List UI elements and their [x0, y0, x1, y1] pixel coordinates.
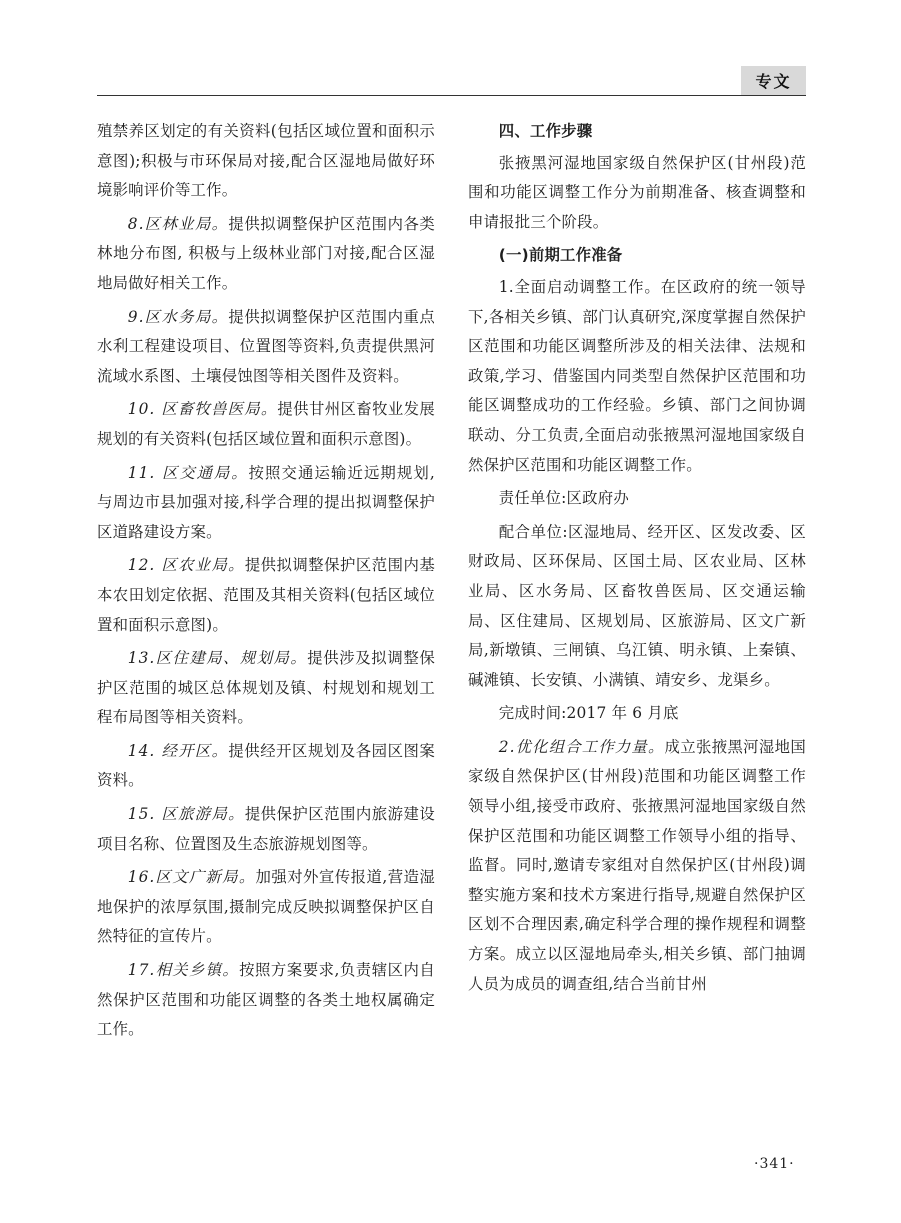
item-lead: 2.优化组合工作力量。 — [498, 737, 665, 756]
paragraph-item-2 — [468, 733, 806, 999]
paragraph-item-8 — [97, 210, 435, 299]
item-lead: 12. 区农业局。 — [127, 556, 245, 575]
item-text: 提供涉及拟调整保护区范围的城区总体规划及镇、村规划和规划工程布局图等相关资料。 — [97, 649, 435, 727]
item-text: 提供保护区范围内旅游建设项目名称、位置图及生态旅游规划图等。 — [97, 805, 435, 853]
item-lead: 14. 经开区。 — [127, 741, 229, 760]
item-text: 提供拟调整保护区范围内各类林地分布图, 积极与上级林业部门对接,配合区湿地局做好相关工作。 — [97, 214, 436, 292]
paragraph-item-9 — [97, 303, 435, 392]
section-tab: 专文 — [741, 66, 806, 95]
paragraph-item-10 — [97, 395, 435, 454]
paragraph-item-17 — [97, 956, 435, 1045]
item-lead: 11. 区交通局。 — [127, 463, 249, 482]
item-lead: 8.区林业局。 — [127, 214, 229, 233]
item-text: 提供拟调整保护区范围内基本农田划定依据、范围及其相关资料(包括区域位置和面积示意图)。 — [97, 556, 435, 634]
paragraph-item-15 — [97, 800, 435, 859]
header-rule — [97, 95, 806, 96]
item-lead: 13.区住建局、规划局。 — [127, 649, 308, 668]
right-column — [468, 117, 806, 1003]
item-lead: 9.区水务局。 — [127, 307, 229, 326]
paragraph-item-11 — [97, 459, 435, 548]
page-number: ·341· — [754, 1156, 795, 1172]
paragraph-item-12 — [97, 551, 435, 640]
responsible-unit: 责任单位:区政府办 — [498, 489, 629, 508]
item-lead: 15. 区旅游局。 — [127, 805, 245, 824]
section-heading: 四、工作步骤 — [498, 122, 593, 140]
paragraph-continuation: 殖禁养区划定的有关资料(包括区域位置和面积示意图);积极与市环保局对接,配合区湿地局做好环境影响评价等工作。 — [97, 122, 435, 200]
paragraph-item-16 — [97, 863, 435, 952]
left-column — [97, 117, 435, 1049]
cooperating-units: 配合单位:区湿地局、经开区、区发改委、区财政局、区环保局、区国土局、区农业局、区林业局、区水务局、区畜牧兽医局、区交通运输局、区住建局、区规划局、区旅游局、区文广新局,新墩镇、三闸镇、乌江镇、明永镇、上秦镇、碱滩镇、长安镇、小满镇、靖安乡、龙渠乡。 — [468, 522, 806, 689]
item-text: 按照方案要求,负责辖区内自然保护区范围和功能区调整的各类土地权属确定工作。 — [97, 961, 435, 1039]
paragraph-item-14 — [97, 737, 435, 796]
paragraph-item-13 — [97, 644, 435, 733]
item-text: 提供拟调整保护区范围内重点水利工程建设项目、位置图等资料,负责提供黑河流域水系图、土壤侵蚀图等相关图件及资料。 — [97, 307, 436, 385]
subsection-heading: (一)前期工作准备 — [498, 246, 623, 265]
item-text: 成立张掖黑河湿地国家级自然保护区(甘州段)范围和功能区调整工作领导小组,接受市政府、张掖黑河湿地国家级自然保护区范围和功能区调整工作领导小组的指导、监督。同时,邀请专家组对自然保护区(甘州段)调整实施方案和技术方案进行指导,规避自然保护区区划不合理因素,确定科学合理的操作规程和调整方案。成立以区湿地局牵头,相关乡镇、部门抽调人员为成员的调查组,结合当前甘州 — [468, 737, 806, 993]
item-text: 加强对外宣传报道,营造湿地保护的浓厚氛围,摄制完成反映拟调整保护区自然特征的宣传片。 — [97, 868, 435, 946]
paragraph-intro: 张掖黑河湿地国家级自然保护区(甘州段)范围和功能区调整工作分为前期准备、核查调整和申请报批三个阶段。 — [468, 153, 806, 231]
completion-time: 完成时间:2017 年 6 月底 — [498, 704, 679, 723]
item-lead: 10. 区畜牧兽医局。 — [127, 400, 278, 419]
item-text: 按照交通运输近远期规划,与周边市县加强对接,科学合理的提出拟调整保护区道路建设方案。 — [97, 463, 435, 541]
item-text: 提供经开区规划及各园区图案资料。 — [97, 741, 435, 790]
item-lead: 17.相关乡镇。 — [127, 961, 240, 980]
item-text: 提供甘州区畜牧业发展规划的有关资料(包括区域位置和面积示意图)。 — [97, 400, 435, 448]
item-lead: 16.区文广新局。 — [127, 868, 256, 887]
paragraph-item-1: 1.全面启动调整工作。在区政府的统一领导下,各相关乡镇、部门认真研究,深度掌握自然保护区范围和功能区调整所涉及的相关法律、法规和政策,学习、借鉴国内同类型自然保护区范围和功能区调整成功的工作经验。乡镇、部门之间协调联动、分工负责,全面启动张掖黑河湿地国家级自然保护区范围和功能区调整工作。 — [468, 277, 806, 474]
